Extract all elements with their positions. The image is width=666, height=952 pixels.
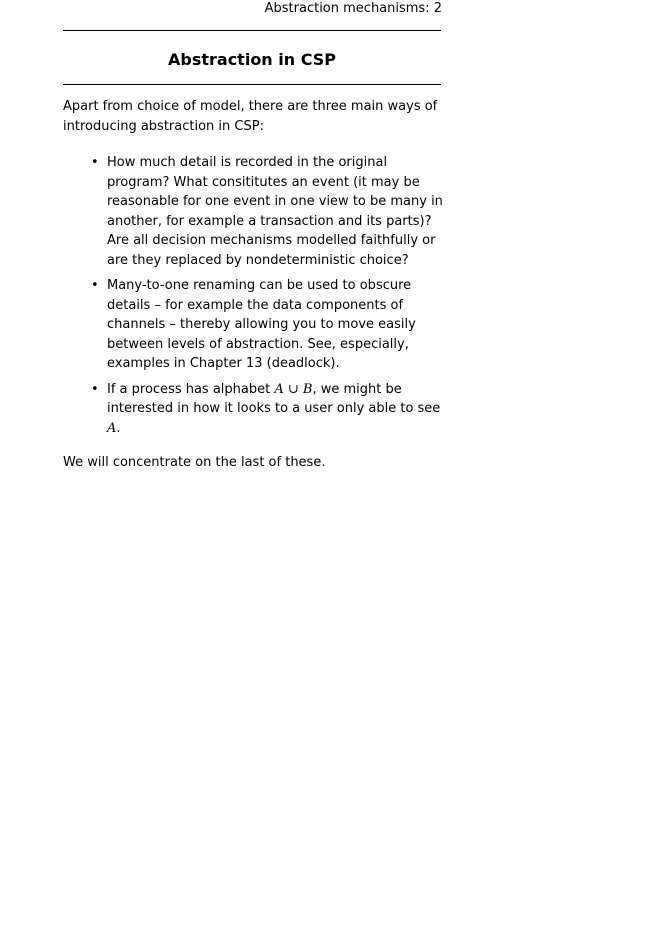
slide-title: Abstraction in CSP [168,50,336,69]
bullet-text: . [116,420,121,436]
math-alphabet-a: A [107,420,117,436]
bottom-rule [63,84,441,85]
bullet-text: How much detail is recorded in the original program? What consititutes an event (it may be reasonable for one event in one view to be many in another, for example a transaction and its parts)? Are all decision mechanisms modelled faithfully or are they replaced by nondeterministic choice? [107,155,443,268]
closing-paragraph: We will concentrate on the last of these. [63,455,326,470]
bullet-list [63,153,443,438]
math-alphabet-union: A ∪ B [274,381,313,397]
running-header: Abstraction mechanisms: 2 [264,1,442,16]
bullet-item-detail [91,153,443,270]
bullet-icon: • [91,155,99,170]
bullet-item-alphabet [91,380,443,439]
top-rule [63,30,441,31]
slide-body [63,97,443,473]
bullet-icon: • [91,381,99,397]
bullet-text: , we might be interested in how it looks to a user only able to see [107,381,441,416]
intro-paragraph: Apart from choice of model, there are three main ways of introducing abstraction in CSP: [63,99,438,134]
bullet-icon: • [91,278,99,293]
bullet-text: Many-to-one renaming can be used to obscure details – for example the data components of channels – thereby allowing you to move easily between levels of abstraction. See, especially, examples in Chapter 13 (deadlock). [107,278,416,371]
bullet-item-renaming [91,276,443,374]
bullet-text: If a process has alphabet [107,381,275,397]
